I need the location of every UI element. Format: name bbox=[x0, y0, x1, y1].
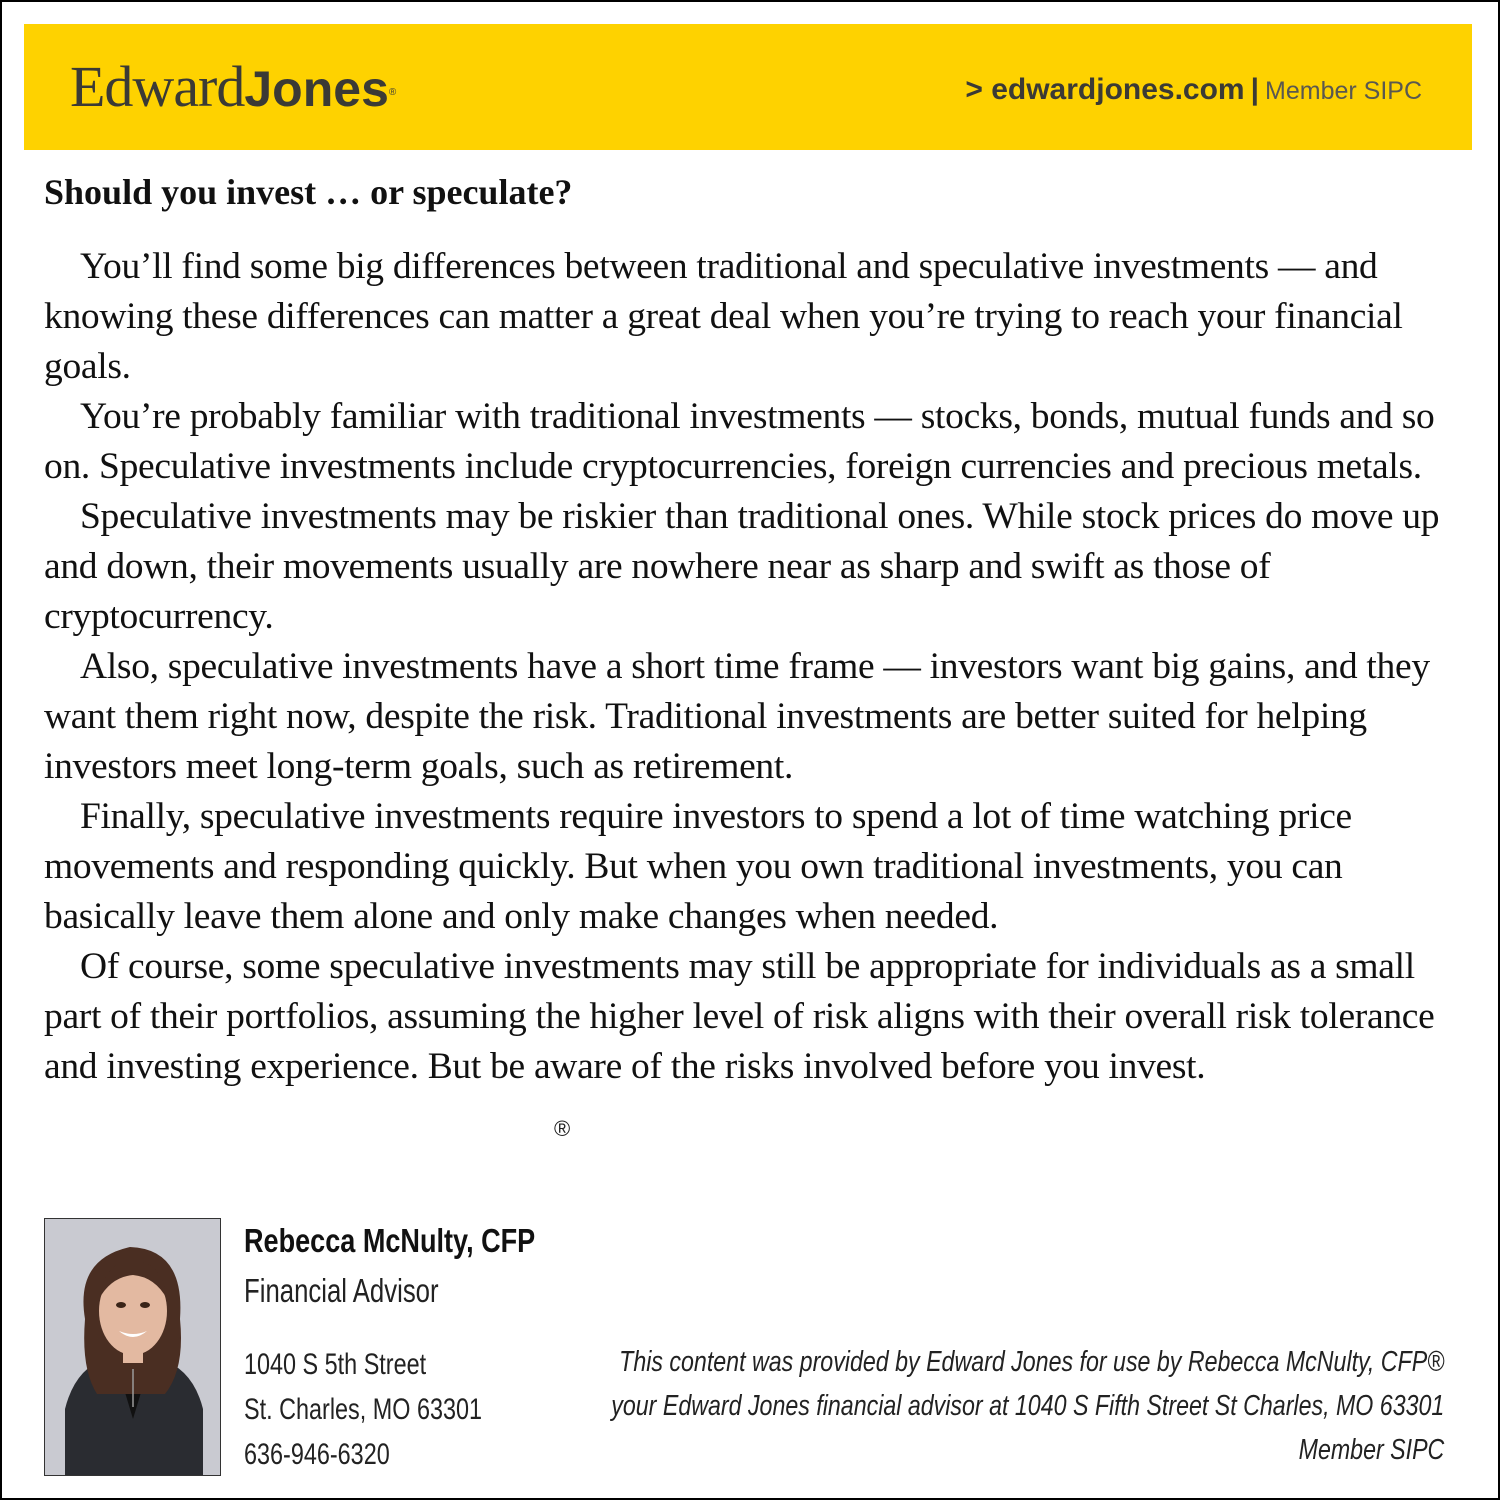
paragraph: Also, speculative investments have a short time frame — investors want big gains, and they want them right now, despite the risk. Traditional investments are better suited for helping investors meet long-term goals, such as retirement. bbox=[44, 646, 1430, 787]
advisor-title: Financial Advisor bbox=[244, 1272, 439, 1309]
paragraph: Speculative investments may be riskier than traditional ones. While stock prices do move up and down, their movements usually are nowhere near as sharp and swift as those of cryptocurrency. bbox=[44, 496, 1440, 637]
logo-jones: Jones bbox=[244, 61, 389, 117]
disclaimer-line-1: This content was provided by Edward Jones for use by Rebecca McNulty, CFP® bbox=[618, 1346, 1444, 1378]
advisor-photo bbox=[44, 1218, 221, 1476]
header-separator: | bbox=[1250, 73, 1260, 106]
member-sipc-label: Member SIPC bbox=[1265, 77, 1422, 105]
disclaimer bbox=[403, 1340, 1444, 1472]
paragraph: Finally, speculative investments require investors to spend a lot of time watching price movements and responding quickly. But when you own traditional investments, you can basically leave them alone and only make changes when needed. bbox=[44, 796, 1352, 937]
article-title: Should you invest … or speculate? bbox=[44, 172, 573, 212]
paragraph: You’ll find some big differences between traditional and speculative investments — and knowing these differences can matter a great deal when you’re trying to reach your financial goals. bbox=[44, 246, 1403, 387]
logo-edward: Edward bbox=[70, 54, 245, 119]
header-links bbox=[965, 70, 1422, 115]
advisor-portrait-icon bbox=[45, 1219, 220, 1475]
paragraph: You’re probably familiar with traditional investments — stocks, bonds, mutual funds and so on. Speculative investments include cryptocurrencies, foreign currencies and precious metals. bbox=[44, 396, 1435, 487]
header-banner bbox=[24, 24, 1472, 150]
paragraph: Of course, some speculative investments may still be appropriate for individuals as a small part of their portfolios, assuming the higher level of risk aligns with their overall risk tolerance and investing experience. But be aware of the risks involved before you invest. bbox=[44, 946, 1435, 1087]
logo-registered-mark: ® bbox=[388, 87, 396, 98]
disclaimer-line-3: Member SIPC bbox=[1298, 1434, 1444, 1466]
article-body bbox=[44, 242, 1464, 1092]
website-link[interactable]: > edwardjones.com bbox=[965, 73, 1245, 106]
advisor-name: Rebecca McNulty, CFP bbox=[244, 1222, 536, 1259]
edward-jones-logo[interactable] bbox=[70, 54, 395, 122]
stray-registered-mark: ® bbox=[554, 1116, 571, 1141]
address-line-2: St. Charles, MO 63301 bbox=[244, 1393, 483, 1426]
disclaimer-line-2: your Edward Jones financial advisor at 1040 S Fifth Street St Charles, MO 63301 bbox=[610, 1390, 1444, 1422]
phone-number[interactable]: 636-946-6320 bbox=[244, 1438, 390, 1471]
address-line-1: 1040 S 5th Street bbox=[244, 1348, 427, 1381]
